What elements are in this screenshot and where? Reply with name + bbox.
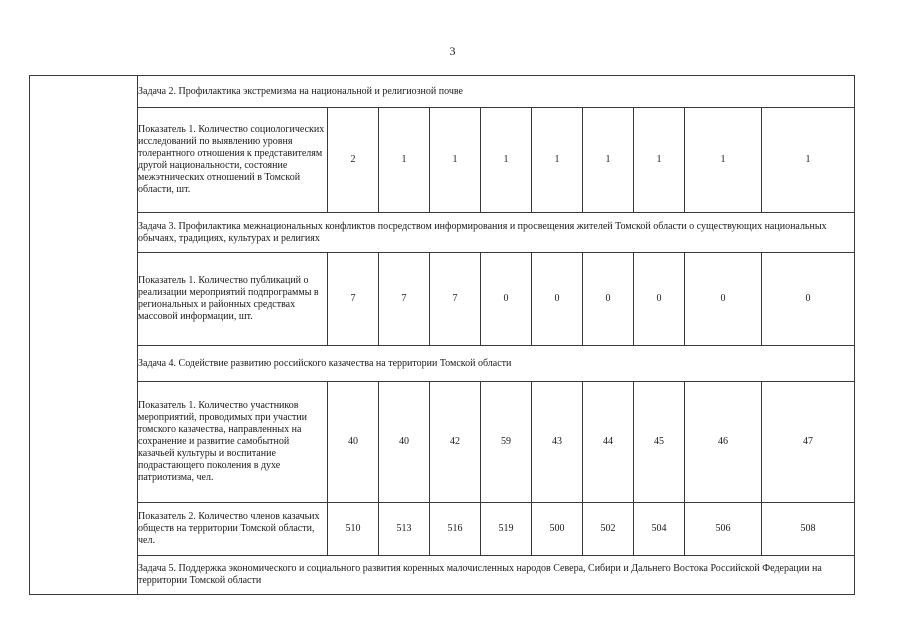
value-cell: 40 bbox=[379, 382, 430, 503]
task-title: Задача 5. Поддержка экономического и социального развития коренных малочисленных народов Севера, Сибири и Дальнего Востока Российской Федерации на территории Томской области bbox=[138, 556, 855, 595]
value-cell: 1 bbox=[583, 108, 634, 213]
indicator-row bbox=[30, 253, 855, 346]
value-cell: 1 bbox=[762, 108, 855, 213]
indicator-row bbox=[30, 503, 855, 556]
task-row bbox=[30, 213, 855, 253]
value-cell: 1 bbox=[481, 108, 532, 213]
value-cell: 1 bbox=[634, 108, 685, 213]
indicator-row bbox=[30, 108, 855, 213]
indicator-label: Показатель 1. Количество публикаций о реализации мероприятий подпрограммы в региональных и районных средствах массовой информации, шт. bbox=[138, 253, 328, 346]
value-cell: 44 bbox=[583, 382, 634, 503]
value-cell: 45 bbox=[634, 382, 685, 503]
value-cell: 1 bbox=[532, 108, 583, 213]
indicator-row bbox=[30, 382, 855, 503]
indicator-label: Показатель 2. Количество членов казачьих обществ на территории Томской области, чел. bbox=[138, 503, 328, 556]
page-number: 3 bbox=[449, 44, 456, 58]
value-cell: 7 bbox=[379, 253, 430, 346]
task-row bbox=[30, 556, 855, 595]
value-cell: 500 bbox=[532, 503, 583, 556]
task-title: Задача 4. Содействие развитию российского казачества на территории Томской области bbox=[138, 346, 855, 382]
value-cell: 59 bbox=[481, 382, 532, 503]
value-cell: 513 bbox=[379, 503, 430, 556]
value-cell: 508 bbox=[762, 503, 855, 556]
value-cell: 510 bbox=[328, 503, 379, 556]
value-cell: 1 bbox=[430, 108, 481, 213]
value-cell: 504 bbox=[634, 503, 685, 556]
value-cell: 1 bbox=[685, 108, 762, 213]
value-cell: 1 bbox=[379, 108, 430, 213]
value-cell: 42 bbox=[430, 382, 481, 503]
left-blank-column bbox=[30, 76, 138, 595]
value-cell: 519 bbox=[481, 503, 532, 556]
value-cell: 0 bbox=[532, 253, 583, 346]
task-row bbox=[30, 76, 855, 108]
value-cell: 7 bbox=[430, 253, 481, 346]
value-cell: 0 bbox=[583, 253, 634, 346]
indicator-label: Показатель 1. Количество участников мероприятий, проводимых при участии томского казачества, направленных на сохранение и развитие самобытной казачьей культуры и воспитание подрастающего поколения в духе патриотизма, чел. bbox=[138, 382, 328, 503]
value-cell: 40 bbox=[328, 382, 379, 503]
value-cell: 0 bbox=[685, 253, 762, 346]
value-cell: 502 bbox=[583, 503, 634, 556]
value-cell: 0 bbox=[634, 253, 685, 346]
indicator-label: Показатель 1. Количество социологических исследований по выявлению уровня толерантного отношения к представителям другой национальности, состояние межэтнических отношений в Томской области, шт. bbox=[138, 108, 328, 213]
value-cell: 506 bbox=[685, 503, 762, 556]
task-row bbox=[30, 346, 855, 382]
value-cell: 43 bbox=[532, 382, 583, 503]
indicators-table bbox=[29, 75, 855, 595]
value-cell: 2 bbox=[328, 108, 379, 213]
value-cell: 0 bbox=[762, 253, 855, 346]
value-cell: 47 bbox=[762, 382, 855, 503]
task-title: Задача 2. Профилактика экстремизма на национальной и религиозной почве bbox=[138, 76, 855, 108]
value-cell: 0 bbox=[481, 253, 532, 346]
value-cell: 7 bbox=[328, 253, 379, 346]
value-cell: 516 bbox=[430, 503, 481, 556]
value-cell: 46 bbox=[685, 382, 762, 503]
task-title: Задача 3. Профилактика межнациональных конфликтов посредством информирования и просвещения жителей Томской области о существующих национальных обычаях, традициях, культурах и религиях bbox=[138, 213, 855, 253]
